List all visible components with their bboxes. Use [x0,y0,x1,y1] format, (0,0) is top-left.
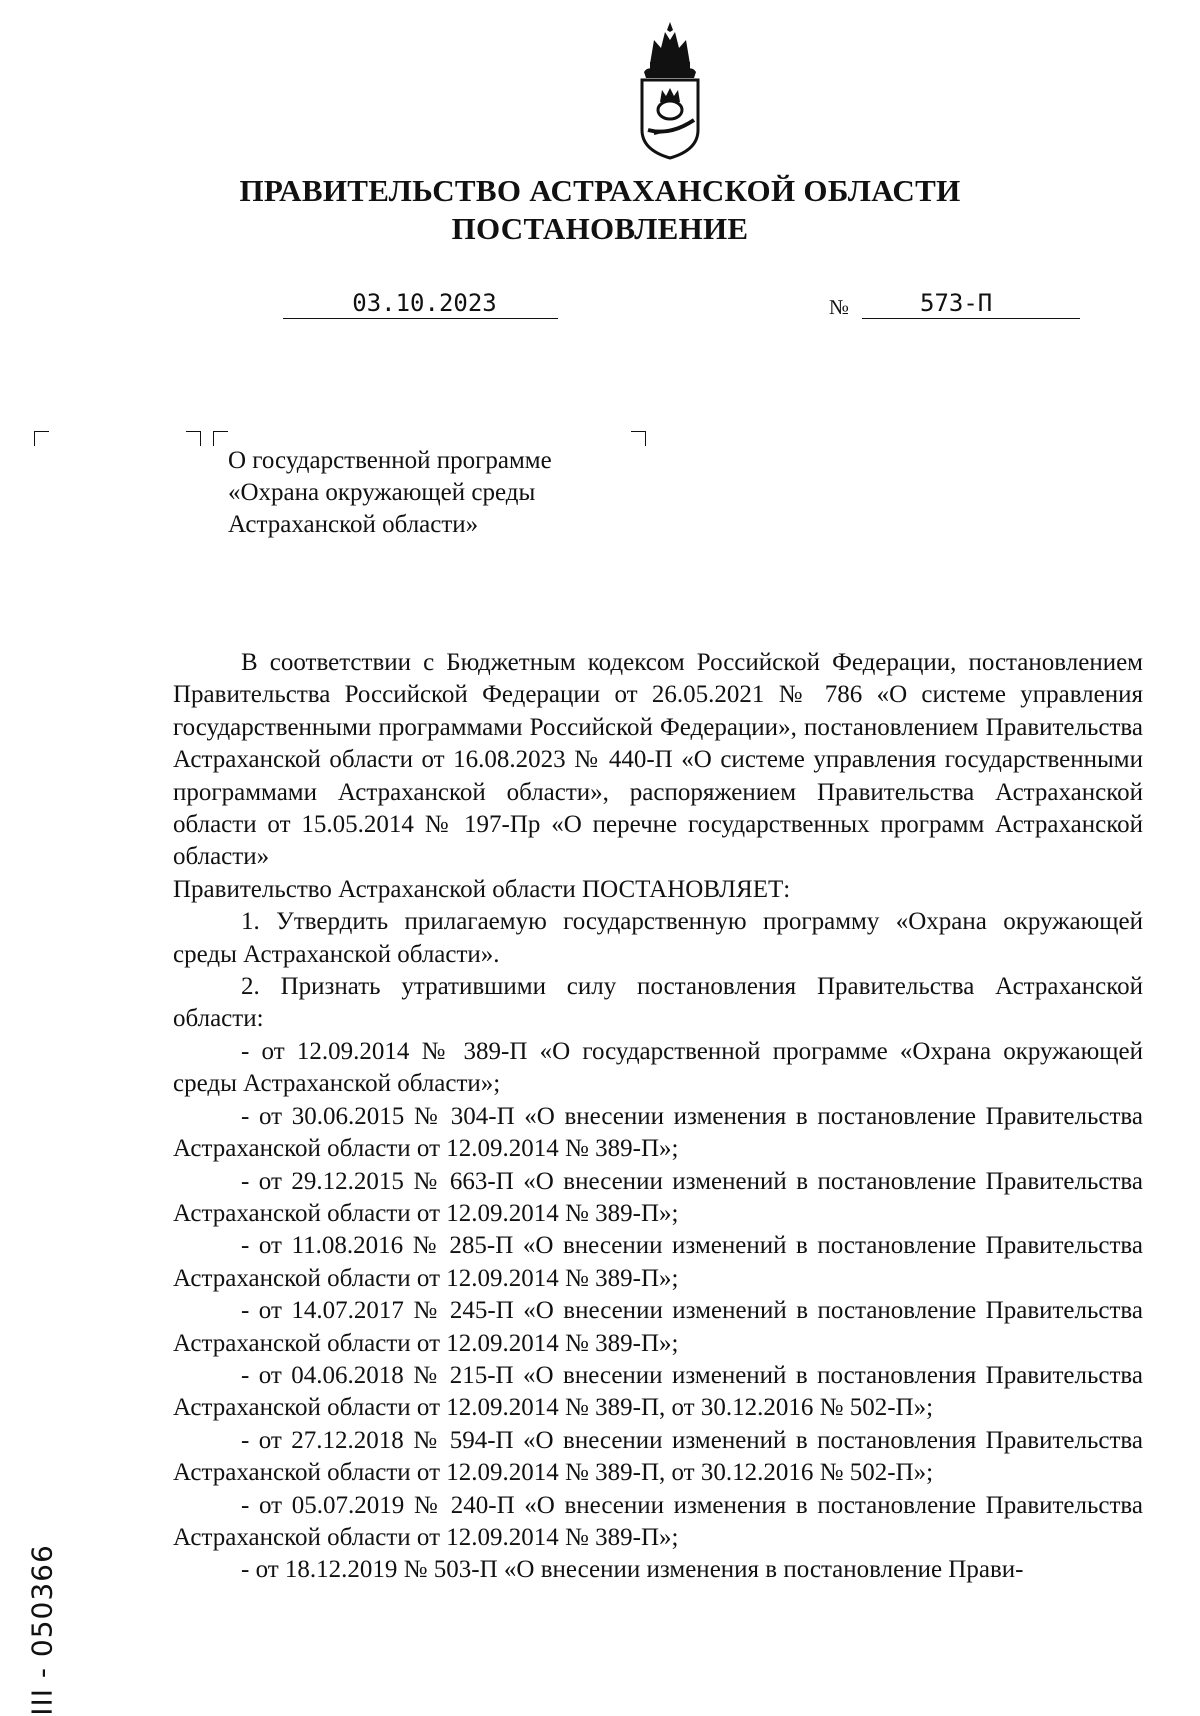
corner-mark [631,431,646,446]
body-paragraph: Правительство Астраханской области ПОСТАНОВЛЯЕТ: [173,875,791,903]
subject-line: Астраханской области» [228,511,479,538]
document-header [0,172,1200,248]
body-paragraph: - от 04.06.2018 № 215-П «О внесении изменений в постановления Правительства Астраханской области от 12.09.2014 № 389-П, от 30.12.2016 № 502-П»; [173,1361,1143,1422]
body-paragraph: - от 05.07.2019 № 240-П «О внесении изменения в постановление Правительства Астраханской области от 12.09.2014 № 389-П»; [173,1491,1143,1551]
document-number: 573-П [862,288,1080,319]
body-paragraph: - от 29.12.2015 № 663-П «О внесении изменений в постановление Правительства Астраханской области от 12.09.2014 № 389-П»; [173,1167,1143,1227]
body-paragraph: - от 27.12.2018 № 594-П «О внесении изменений в постановления Правительства Астраханской области от 12.09.2014 № 389-П, от 30.12.2016 № 502-П»; [173,1426,1143,1487]
organization-title: ПРАВИТЕЛЬСТВО АСТРАХАНСКОЙ ОБЛАСТИ [239,173,961,208]
corner-mark [34,431,49,446]
body-paragraph: - от 11.08.2016 № 285-П «О внесении изменений в постановление Правительства Астраханской области от 12.09.2014 № 389-П»; [173,1232,1143,1292]
body-paragraph: 2. Признать утратившими силу постановления Правительства Астраханской области: [173,973,1143,1033]
body-paragraph: - от 14.07.2017 № 245-П «О внесении изменений в постановление Правительства Астраханской области от 12.09.2014 № 389-П»; [173,1297,1143,1357]
serial-number: ІІІ - 050366 [25,1544,59,1716]
body-paragraph: В соответствии с Бюджетным кодексом Российской Федерации, постановлением Правительства Российской Федерации от 26.05.2021 № 786 «О системе управления государственными программами Российской Федерации», постановлением Правительства Астраханской области от 16.08.2023 № 440-П «О системе управления государственными программами Астраханской области», распоряжением Правительства Астраханской области от 15.05.2014 № 197-Пр «О перечне государственных программ Астраханской области» [173,649,1143,871]
number-label: № [829,295,850,319]
corner-mark [186,431,201,446]
body-paragraph: - от 18.12.2019 № 503-П «О внесении изменения в постановление Прави- [241,1556,1024,1584]
body-paragraph: - от 30.06.2015 № 304-П «О внесении изменения в постановление Правительства Астраханской области от 12.09.2014 № 389-П»; [173,1102,1143,1163]
document-type-title: ПОСТАНОВЛЕНИЕ [451,211,749,246]
coat-of-arms-icon [630,18,710,160]
document-date: 03.10.2023 [283,288,558,319]
corner-mark [213,431,228,446]
document-body [173,647,1143,1587]
body-paragraph: - от 12.09.2014 № 389-П «О государственной программе «Охрана окружающей среды Астраханской области»; [173,1037,1143,1098]
serial-stamp [22,1544,62,1716]
subject-line: «Охрана окружающей среды [228,479,536,506]
document-subject [228,445,608,541]
body-paragraph: 1. Утвердить прилагаемую государственную программу «Охрана окружающей среды Астраханской области». [173,908,1143,968]
subject-line: О государственной программе [228,447,552,474]
